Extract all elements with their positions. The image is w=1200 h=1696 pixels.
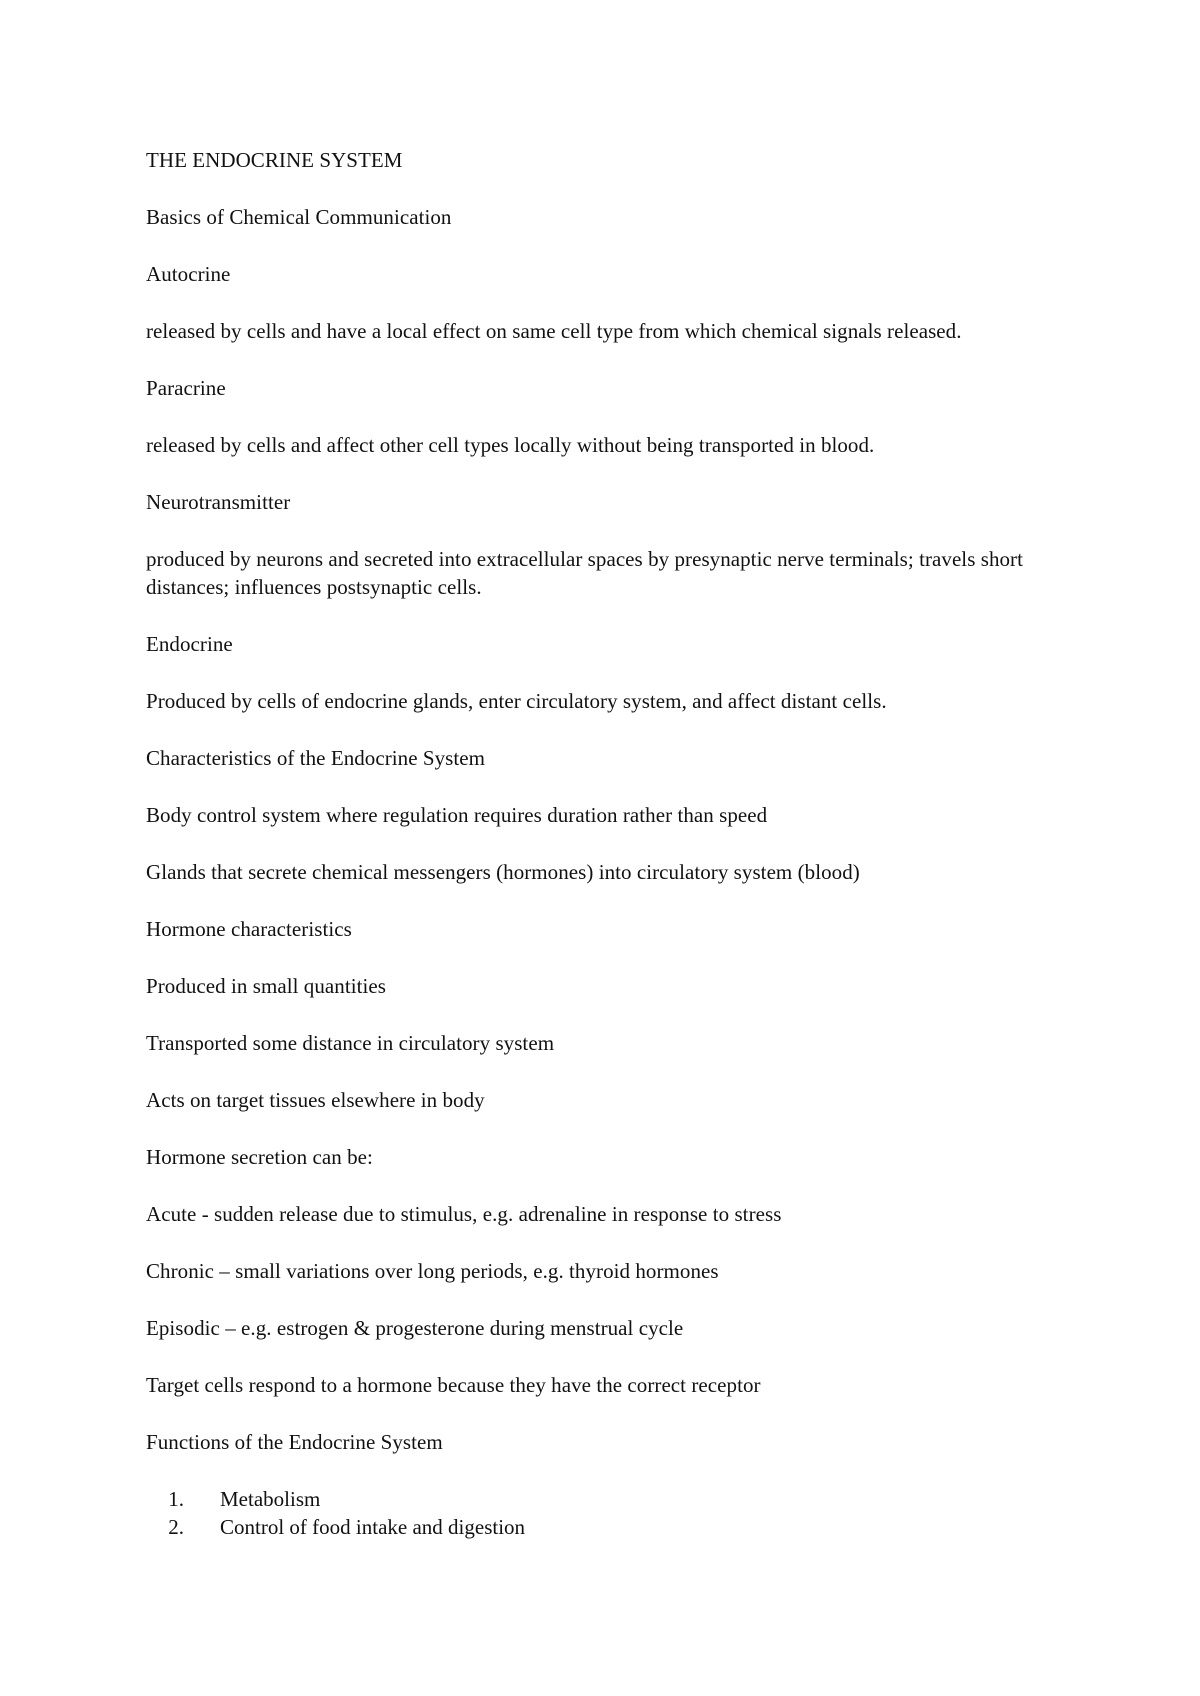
paragraph: Glands that secrete chemical messengers (hormones) into circulatory system (blood) [146, 860, 860, 884]
paragraph: Neurotransmitter [146, 490, 291, 514]
paragraph: Paracrine [146, 376, 226, 400]
paragraph: Functions of the Endocrine System [146, 1430, 443, 1454]
paragraph: Target cells respond to a hormone because they have the correct receptor [146, 1373, 761, 1397]
paragraph: Endocrine [146, 632, 233, 656]
paragraph: Transported some distance in circulatory system [146, 1031, 555, 1055]
paragraph: Basics of Chemical Communication [146, 205, 452, 229]
paragraph: Autocrine [146, 262, 231, 286]
list-item [146, 1513, 1046, 1541]
paragraph: Produced in small quantities [146, 974, 386, 998]
list-item-text: Metabolism [220, 1487, 321, 1511]
document-title: THE ENDOCRINE SYSTEM [146, 148, 403, 172]
paragraph: Chronic – small variations over long periods, e.g. thyroid hormones [146, 1259, 719, 1283]
paragraph: released by cells and affect other cell types locally without being transported in blood. [146, 433, 875, 457]
list-item-number: 2. [168, 1515, 184, 1539]
functions-list [146, 1485, 1046, 1541]
paragraph: Episodic – e.g. estrogen & progesterone during menstrual cycle [146, 1316, 684, 1340]
paragraph: produced by neurons and secreted into extracellular spaces by presynaptic nerve terminals; travels short distances; influences postsynaptic cells. [146, 547, 1023, 599]
list-item-number: 1. [168, 1487, 184, 1511]
paragraph: Acute - sudden release due to stimulus, e.g. adrenaline in response to stress [146, 1202, 782, 1226]
paragraph: Hormone characteristics [146, 917, 352, 941]
paragraph: released by cells and have a local effect on same cell type from which chemical signals released. [146, 319, 962, 343]
paragraph: Body control system where regulation requires duration rather than speed [146, 803, 768, 827]
list-item-text: Control of food intake and digestion [220, 1515, 526, 1539]
list-item [146, 1485, 1046, 1513]
paragraph: Produced by cells of endocrine glands, enter circulatory system, and affect distant cells. [146, 689, 887, 713]
paragraph: Acts on target tissues elsewhere in body [146, 1088, 485, 1112]
paragraph: Characteristics of the Endocrine System [146, 746, 486, 770]
paragraph: Hormone secretion can be: [146, 1145, 373, 1169]
document-body [146, 146, 1046, 1541]
